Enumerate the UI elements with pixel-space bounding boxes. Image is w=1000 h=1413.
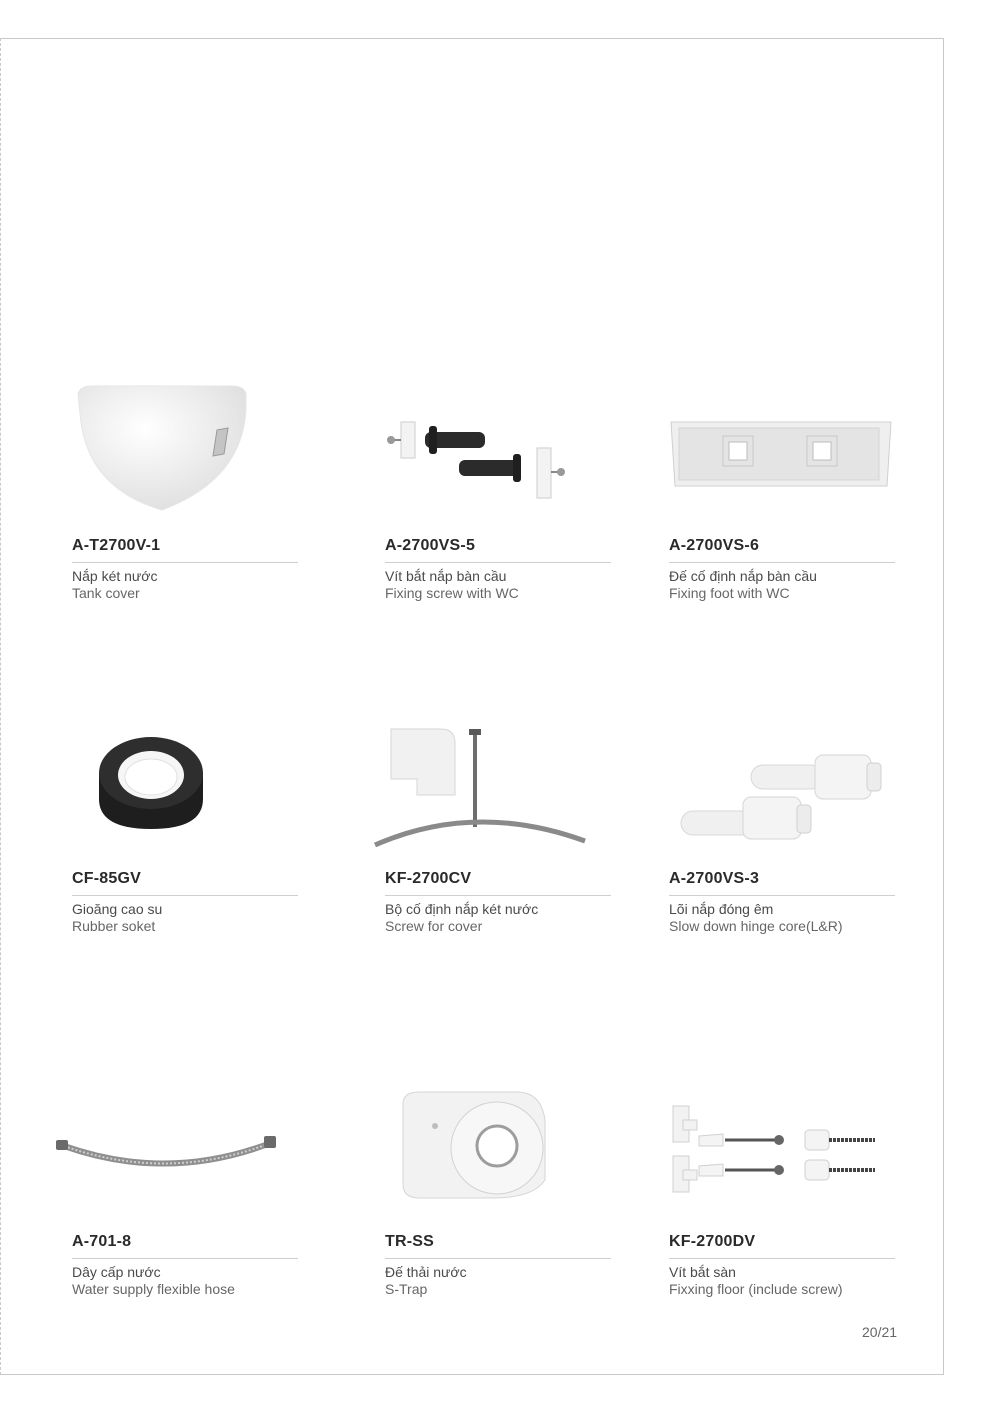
divider [72, 1258, 298, 1259]
product-code: A-701-8 [72, 1233, 132, 1250]
divider [385, 1258, 611, 1259]
product-name-en: Rubber soket [72, 918, 156, 934]
product-code: TR-SS [385, 1233, 434, 1250]
divider [669, 562, 895, 563]
page-number: 20/21 [862, 1324, 898, 1340]
product-name-vi: Nắp két nước [72, 568, 158, 584]
divider [72, 562, 298, 563]
divider [385, 895, 611, 896]
floor-screw-image [669, 1104, 883, 1194]
divider [385, 562, 611, 563]
product-name-vi: Đế thải nước [385, 1264, 467, 1280]
product-name-vi: Bộ cố định nắp két nước [385, 901, 539, 917]
product-name-en: Slow down hinge core(L&R) [669, 918, 843, 934]
product-name-vi: Vít bắt sàn [669, 1264, 736, 1280]
product-name-en: Tank cover [72, 585, 140, 601]
product-code: A-T2700V-1 [72, 537, 161, 554]
product-name-en: Fixing screw with WC [385, 585, 519, 601]
product-name-en: Fixxing floor (include screw) [669, 1281, 843, 1297]
tank-cover-image [72, 370, 252, 520]
flexible-hose-image [54, 1130, 280, 1180]
product-name-vi: Gioăng cao su [72, 901, 163, 917]
cover-screw-image [371, 723, 601, 853]
product-name-vi: Vít bắt nắp bàn cầu [385, 568, 507, 584]
product-name-en: Water supply flexible hose [72, 1281, 235, 1297]
product-code: KF-2700DV [669, 1233, 756, 1250]
divider [72, 895, 298, 896]
fixing-foot-image [669, 416, 895, 492]
product-name-en: Screw for cover [385, 918, 483, 934]
product-code: KF-2700CV [385, 870, 472, 887]
fixing-screw-image [385, 416, 570, 516]
product-code: A-2700VS-6 [669, 537, 760, 554]
page-frame-left-edge [0, 38, 1, 1375]
rubber-socket-image [96, 733, 206, 833]
product-code: A-2700VS-5 [385, 537, 476, 554]
product-name-en: Fixing foot with WC [669, 585, 790, 601]
divider [669, 895, 895, 896]
product-code: A-2700VS-3 [669, 870, 760, 887]
product-name-vi: Lõi nắp đóng êm [669, 901, 774, 917]
product-name-vi: Đế cố định nắp bàn cầu [669, 568, 817, 584]
product-name-vi: Dây cấp nước [72, 1264, 161, 1280]
hinge-core-image [679, 751, 891, 841]
divider [669, 1258, 895, 1259]
s-trap-image [397, 1090, 547, 1200]
product-name-en: S-Trap [385, 1281, 428, 1297]
product-code: CF-85GV [72, 870, 141, 887]
